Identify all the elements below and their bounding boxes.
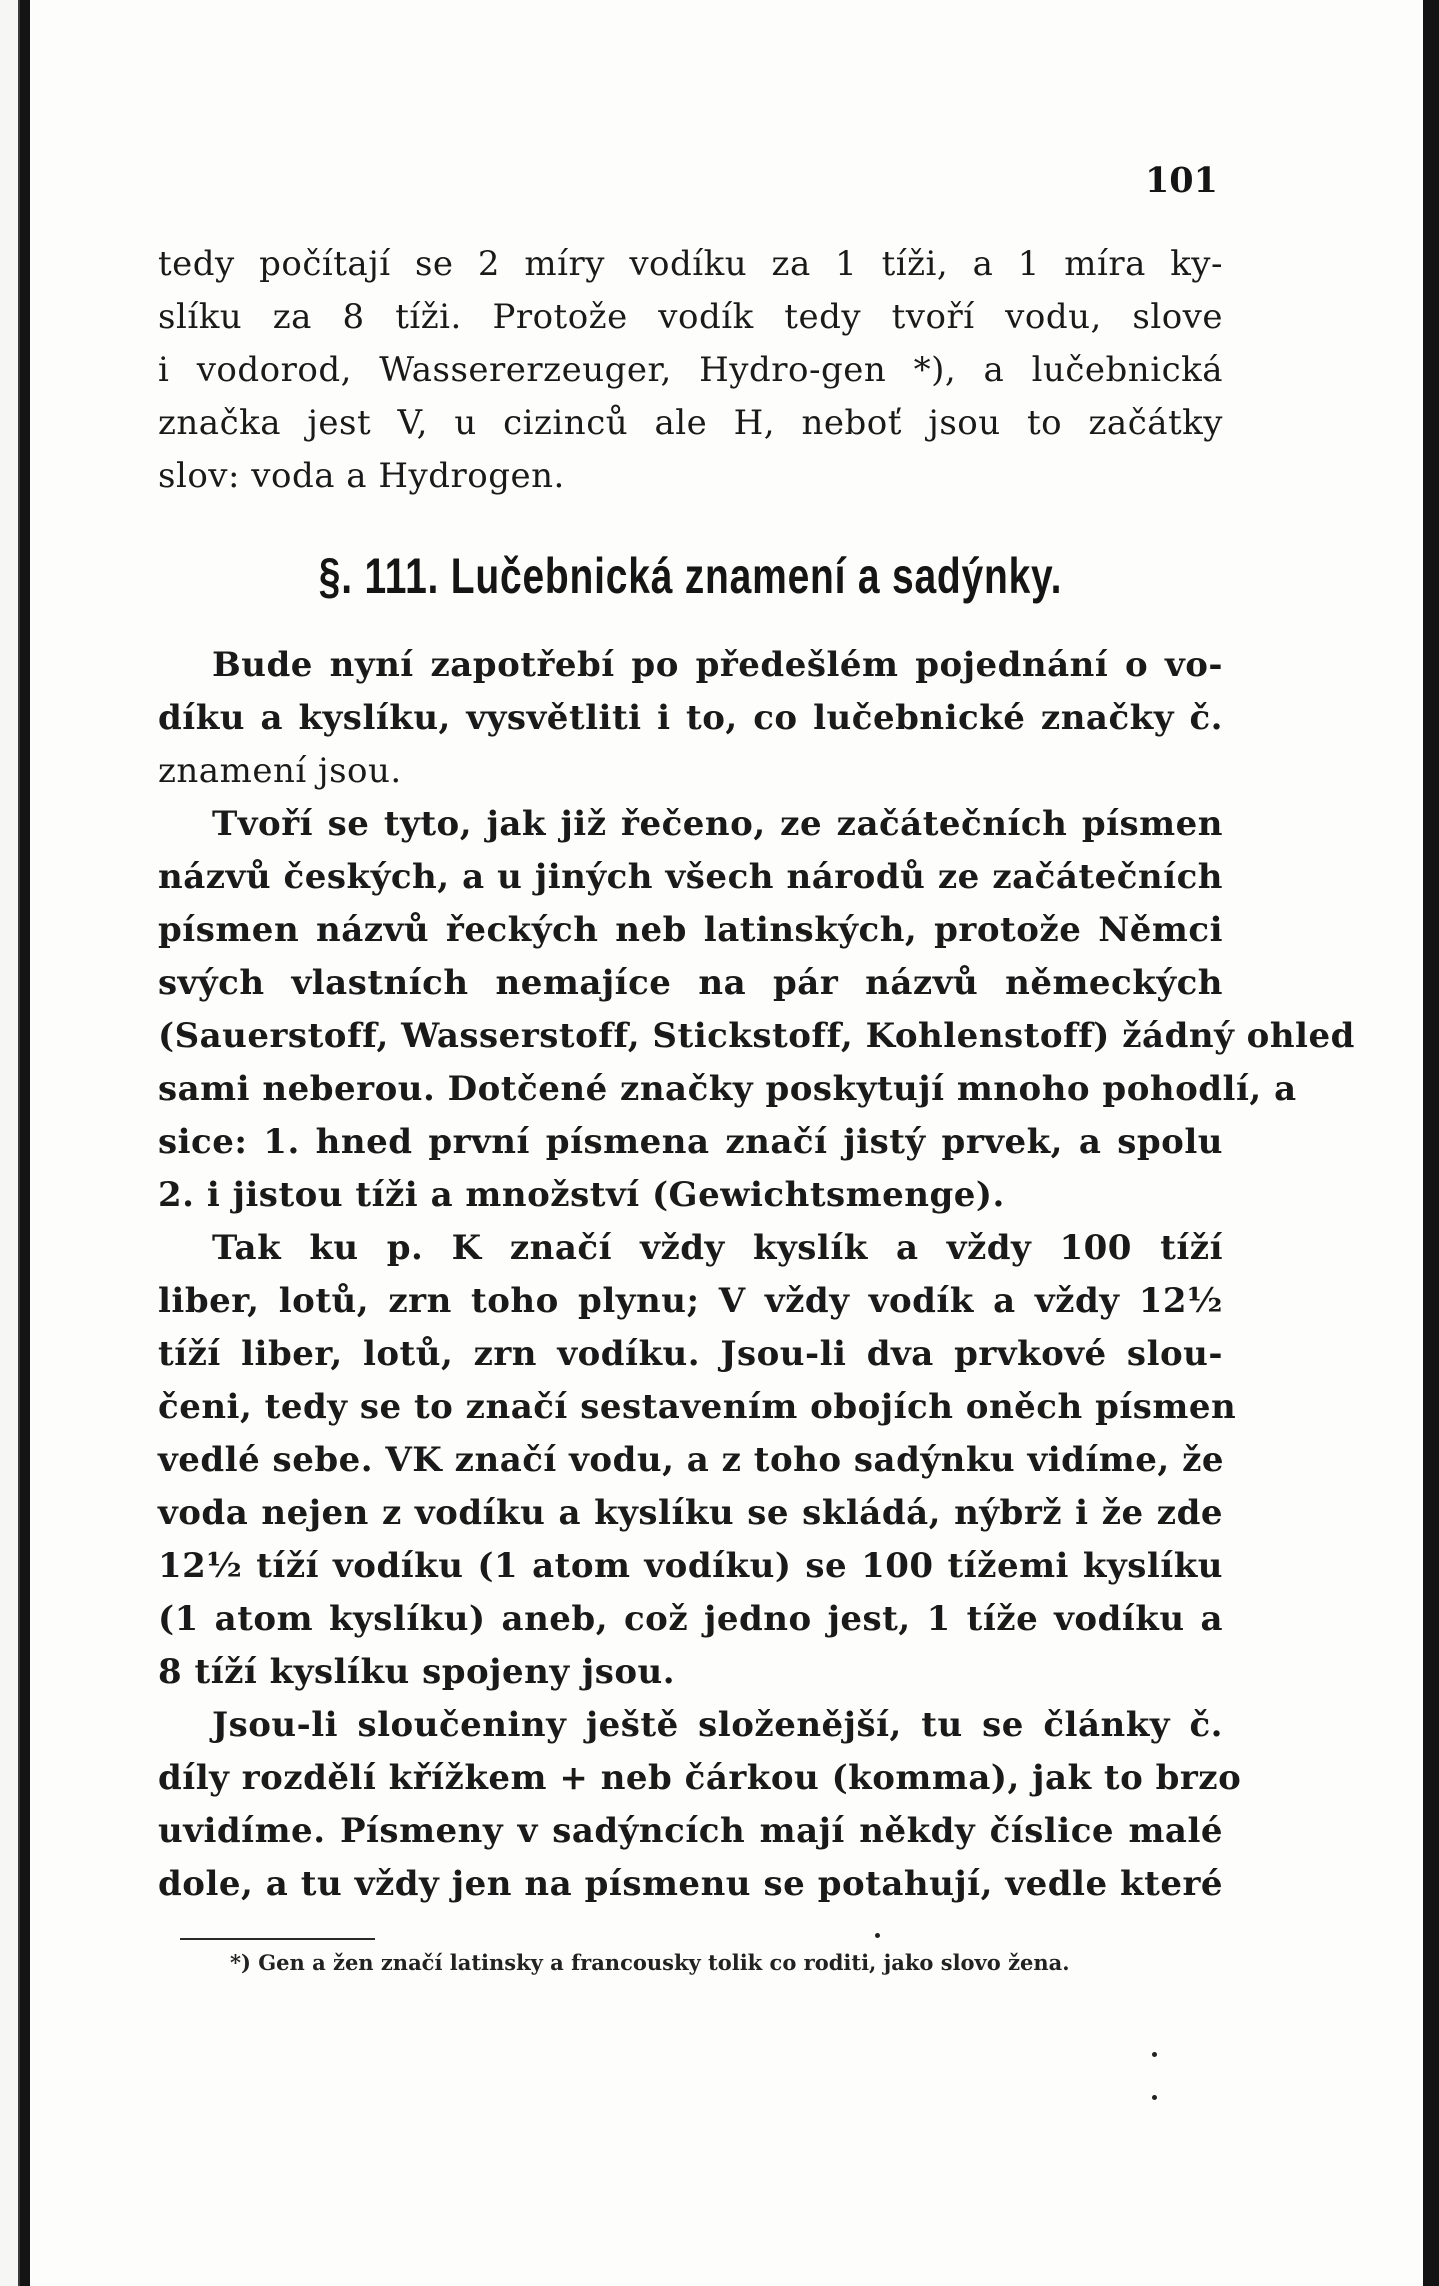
text-line: Tvoří se tyto, jak již řečeno, ze začátečních písmen xyxy=(212,804,1223,844)
text-line: tíží liber, lotů, zrn vodíku. Jsou-li dva prvkové slou- xyxy=(158,1334,1223,1374)
text-line: vedlé sebe. VK značí vodu, a z toho sadýnku vidíme, že xyxy=(158,1440,1225,1480)
text-line: (1 atom kyslíku) aneb, což jedno jest, 1 tíže vodíku a xyxy=(158,1599,1223,1639)
section-heading: §. 111. Lučebnická znamení a sadýnky. xyxy=(318,548,1063,604)
text-line: 12½ tíží vodíku (1 atom vodíku) se 100 tížemi kyslíku xyxy=(158,1546,1223,1586)
print-speck xyxy=(875,1933,880,1938)
text-line: uvidíme. Písmeny v sadýncích mají někdy číslice malé xyxy=(158,1811,1223,1851)
footnote: *) Gen a žen značí latinsky a francousky tolik co roditi, jako slovo žena. xyxy=(230,1950,1070,1975)
text-line: Jsou-li sloučeniny ještě složenější, tu se články č. xyxy=(212,1705,1223,1745)
print-speck xyxy=(1152,2052,1157,2057)
text-line: sami neberou. Dotčené značky poskytují mnoho pohodlí, a xyxy=(158,1069,1297,1109)
adjacent-page-edge xyxy=(0,0,20,2286)
text-line: dole, a tu vždy jen na písmenu se potahují, vedle které xyxy=(158,1864,1223,1904)
print-speck xyxy=(1152,2095,1157,2100)
page-number: 101 xyxy=(1144,160,1218,201)
text-line: názvů českých, a u jiných všech národů ze začátečních xyxy=(158,857,1223,897)
text-line: svých vlastních nemajíce na pár názvů německých xyxy=(158,963,1223,1003)
text-line: slov: voda a Hydrogen. xyxy=(158,456,565,496)
text-line: čeni, tedy se to značí sestavením obojích oněch písmen xyxy=(158,1387,1237,1427)
text-line: znamení jsou. xyxy=(158,751,402,791)
text-line: značka jest V, u cizinců ale H, neboť jsou to začátky xyxy=(158,403,1223,443)
text-line: 2. i jistou tíži a množství (Gewichtsmenge). xyxy=(158,1175,1005,1215)
text-line: díku a kyslíku, vysvětliti i to, co lučebnické značky č. xyxy=(158,698,1223,738)
text-line: písmen názvů řeckých neb latinských, protože Němci xyxy=(158,910,1223,950)
text-line: liber, lotů, zrn toho plynu; V vždy vodík a vždy 12½ xyxy=(158,1281,1223,1321)
text-line: sice: 1. hned první písmena značí jistý prvek, a spolu xyxy=(158,1122,1223,1162)
text-line: i vodorod, Wassererzeuger, Hydro-gen *), a lučebnická xyxy=(158,350,1223,390)
book-page xyxy=(30,0,1423,2286)
text-line: (Sauerstoff, Wasserstoff, Stickstoff, Kohlenstoff) žádný ohled xyxy=(158,1016,1355,1056)
body-text xyxy=(158,238,1355,1911)
text-line: 8 tíží kyslíku spojeny jsou. xyxy=(158,1652,676,1692)
footnote-divider xyxy=(180,1938,375,1940)
text-line: Bude nyní zapotřebí po předešlém pojednání o vo- xyxy=(212,645,1223,685)
text-line: Tak ku p. K značí vždy kyslík a vždy 100 tíží xyxy=(212,1228,1223,1268)
text-line: slíku za 8 tíži. Protože vodík tedy tvoří vodu, slove xyxy=(158,297,1223,337)
text-line: voda nejen z vodíku a kyslíku se skládá, nýbrž i že zde xyxy=(158,1493,1223,1533)
text-line: díly rozdělí křížkem + neb čárkou (komma), jak to brzo xyxy=(158,1758,1242,1798)
text-line: tedy počítají se 2 míry vodíku za 1 tíži, a 1 míra ky- xyxy=(158,244,1223,284)
